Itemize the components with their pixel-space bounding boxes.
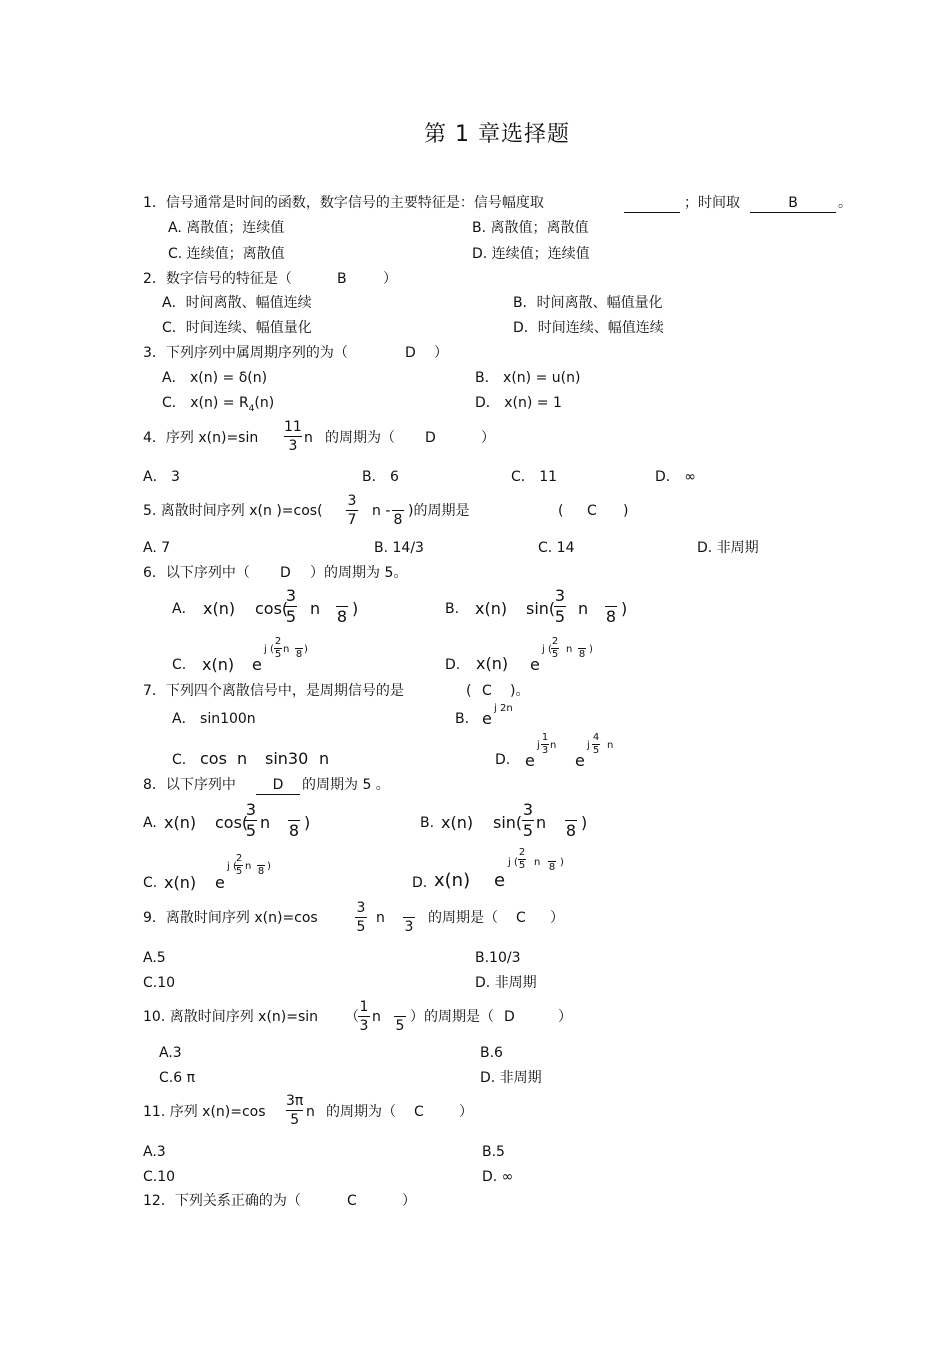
q6-option-b-frac2 bbox=[605, 588, 617, 625]
q6-d-sup-den2: 8 bbox=[578, 649, 586, 660]
q12-close: ） bbox=[402, 1193, 416, 1209]
q8-option-d-sup-n: n bbox=[534, 857, 541, 868]
q10-option-c: C.6 π bbox=[159, 1070, 196, 1086]
q3-option-c-tail: (n) bbox=[254, 395, 275, 411]
q10-close: ） bbox=[558, 1009, 572, 1025]
q5-close: ) bbox=[623, 503, 629, 519]
q2-option-d: D．时间连续、幅值连续 bbox=[513, 320, 664, 336]
q5-den: 7 bbox=[347, 512, 357, 528]
q2-answer: B bbox=[337, 271, 347, 287]
q6-b-num: 3 bbox=[554, 586, 566, 605]
q5-option-a: A. 7 bbox=[143, 540, 171, 556]
q8-d-sup-den2: 8 bbox=[548, 862, 556, 873]
q10-tail: ）的周期是（ bbox=[410, 1009, 494, 1025]
q7-option-b-sup: j 2n bbox=[494, 703, 513, 714]
q7-option-c-n1: n bbox=[237, 749, 248, 768]
q6-b-den: 5 bbox=[554, 607, 566, 626]
q8-option-c-sup-frac2 bbox=[257, 854, 265, 877]
q7-d-sup1-den: 3 bbox=[541, 745, 549, 756]
q4-option-b: B． 6 bbox=[362, 469, 399, 485]
q6-option-b-fn: sin( bbox=[526, 599, 556, 618]
q8-option-c-sup-close: ) bbox=[267, 861, 271, 872]
q6-option-d-expr: x(n) bbox=[476, 654, 509, 673]
q8-blank bbox=[256, 778, 300, 795]
q6-option-c-expr: x(n) bbox=[202, 655, 235, 674]
q3-option-b: B． x(n) = u(n) bbox=[475, 370, 581, 386]
q4-num: 11 bbox=[284, 419, 302, 435]
q6-option-d-sup-j: j ( bbox=[542, 644, 552, 655]
q11-n: n bbox=[306, 1104, 315, 1120]
q1-option-d: D. 连续值；连续值 bbox=[472, 246, 590, 262]
q8-option-d-sup-frac bbox=[518, 848, 526, 871]
q5-den2: 8 bbox=[393, 512, 403, 528]
q9-option-d: D. 非周期 bbox=[475, 975, 537, 991]
q6-d-sup-den: 5 bbox=[551, 649, 559, 660]
q4-den: 3 bbox=[288, 438, 298, 454]
q6-option-b-label: B. bbox=[445, 601, 460, 617]
q10-option-a: A.3 bbox=[159, 1045, 182, 1061]
q7-option-d-sup1-j: j bbox=[537, 740, 540, 751]
q7-option-a: A． sin100n bbox=[172, 711, 256, 727]
q8-option-c-e: e bbox=[215, 873, 225, 892]
q9-option-a: A.5 bbox=[143, 950, 166, 966]
q6-option-d-e: e bbox=[530, 655, 540, 674]
q10-option-b: B.6 bbox=[480, 1045, 503, 1061]
q6-b-den2: 8 bbox=[605, 607, 617, 626]
q11-option-a: A.3 bbox=[143, 1144, 166, 1160]
q1-stem: 1．信号通常是时间的函数，数字信号的主要特征是：信号幅度取 bbox=[143, 195, 544, 211]
q6-a-num: 3 bbox=[285, 586, 297, 605]
q8-option-c-label: C. bbox=[143, 875, 158, 891]
q6-option-c-e: e bbox=[252, 655, 262, 674]
q5-stem: 5. 离散时间序列 x(n )=cos( bbox=[143, 503, 323, 519]
q8-b-den: 5 bbox=[522, 821, 534, 840]
q7-option-c-sin: sin30 bbox=[265, 749, 309, 768]
q10-option-d: D. 非周期 bbox=[480, 1070, 542, 1086]
q6-stem: 6．以下序列中（ bbox=[143, 565, 250, 581]
q10-open: （ bbox=[345, 1009, 359, 1025]
q5-open: ( bbox=[558, 503, 564, 519]
page-title: 第 1 章选择题 bbox=[424, 122, 570, 147]
q9-n: n bbox=[376, 910, 385, 926]
q8-option-d-expr: x(n) bbox=[434, 870, 471, 891]
q7-option-d-sup2-j: j bbox=[587, 740, 590, 751]
q8-tail: 的周期为 5 。 bbox=[302, 777, 390, 793]
q4-close: ） bbox=[481, 430, 495, 446]
q8-c-sup-den: 5 bbox=[235, 866, 243, 877]
q10-fraction bbox=[358, 1000, 370, 1033]
q1-mid: ；时间取 bbox=[684, 195, 740, 211]
q4-option-a: A． 3 bbox=[143, 469, 180, 485]
q3-close: ） bbox=[434, 345, 448, 361]
q3-option-c-sub: 4 bbox=[248, 403, 255, 414]
q7-option-d-sup2-frac bbox=[592, 733, 600, 756]
q4-option-d: D． ∞ bbox=[655, 469, 696, 485]
q7-option-c-cos: cos bbox=[200, 749, 227, 768]
q9-option-b: B.10/3 bbox=[475, 950, 521, 966]
q3-option-c bbox=[162, 396, 274, 414]
q1-option-c: C. 连续值；离散值 bbox=[168, 246, 285, 262]
q6-a-den: 5 bbox=[285, 607, 297, 626]
q8-option-b-frac bbox=[522, 802, 534, 839]
q8-option-d-e: e bbox=[494, 870, 506, 891]
q7-option-b-label: B. bbox=[455, 711, 470, 727]
q7-d-sup2-den: 5 bbox=[592, 745, 600, 756]
q11-option-c: C.10 bbox=[143, 1169, 176, 1185]
q6-option-c-label: C. bbox=[172, 657, 187, 673]
q8-c-sup-den2: 8 bbox=[257, 866, 265, 877]
q8-option-a-expr: x(n) bbox=[164, 813, 197, 832]
q8-option-d-sup-j: j ( bbox=[508, 857, 518, 868]
q3-option-d: D． x(n) = 1 bbox=[475, 395, 562, 411]
q6-option-a-fn: cos( bbox=[255, 599, 289, 618]
q8-stem: 8．以下序列中 bbox=[143, 777, 236, 793]
q5-fraction bbox=[346, 494, 358, 527]
q9-fraction-2 bbox=[403, 901, 415, 934]
q8-option-a-fn: cos( bbox=[215, 813, 249, 832]
q7-option-d-sup1-frac bbox=[541, 733, 549, 756]
q7-option-b-e: e bbox=[482, 709, 492, 728]
q7-option-d-label: D. bbox=[495, 752, 511, 768]
q1-blank-1 bbox=[624, 196, 680, 213]
q7-close: )。 bbox=[510, 683, 530, 699]
q6-option-d-sup-close: ) bbox=[589, 644, 593, 655]
q10-stem: 10. 离散时间序列 x(n)=sin bbox=[143, 1009, 319, 1025]
q11-fraction bbox=[286, 1094, 303, 1127]
q8-option-b-frac2 bbox=[565, 802, 577, 839]
q6-option-a-frac2 bbox=[336, 588, 348, 625]
q8-option-a-label: A. bbox=[143, 815, 157, 831]
q6-option-d-sup-frac2 bbox=[578, 637, 586, 660]
q9-fraction bbox=[355, 901, 367, 934]
q8-option-a-close: ) bbox=[304, 813, 311, 832]
q10-den: 3 bbox=[359, 1018, 369, 1034]
q8-a-den2: 8 bbox=[288, 821, 300, 840]
q8-option-a-frac2 bbox=[288, 802, 300, 839]
q8-b-den2: 8 bbox=[565, 821, 577, 840]
q8-d-sup-den: 5 bbox=[518, 860, 526, 871]
q3-option-a: A． x(n) = δ(n) bbox=[162, 370, 268, 386]
q6-option-a-close: ) bbox=[352, 599, 359, 618]
q8-b-num: 3 bbox=[522, 800, 534, 819]
q6-option-c-sup-close: ) bbox=[304, 644, 308, 655]
q9-stem: 9．离散时间序列 x(n)=cos bbox=[143, 910, 318, 926]
q3-stem: 3．下列序列中属周期序列的为（ bbox=[143, 345, 348, 361]
q5-tail: )的周期是 bbox=[408, 503, 470, 519]
q4-stem: 4．序列 x(n)=sin bbox=[143, 430, 259, 446]
q8-option-b-expr: x(n) bbox=[441, 813, 474, 832]
q6-option-d-sup-frac bbox=[551, 637, 559, 660]
q7-open: ( bbox=[466, 683, 472, 699]
q8-option-d-sup-close: ) bbox=[560, 857, 564, 868]
q6-option-c-sup-n: n bbox=[283, 644, 290, 655]
q8-answer: D bbox=[272, 777, 284, 793]
q6-d-sup-num: 2 bbox=[551, 636, 559, 647]
q5-num: 3 bbox=[347, 493, 357, 509]
q5-option-b: B. 14/3 bbox=[374, 540, 424, 556]
q2-stem: 2．数字信号的特征是（ bbox=[143, 271, 292, 287]
q6-option-a-n: n bbox=[310, 599, 321, 618]
q11-answer: C bbox=[414, 1104, 424, 1120]
q10-n: n bbox=[372, 1009, 381, 1025]
q5-mid: n - bbox=[372, 503, 391, 519]
q4-fraction bbox=[284, 420, 302, 453]
q6-c-sup-num: 2 bbox=[274, 636, 282, 647]
q7-option-d-e1: e bbox=[525, 751, 535, 770]
q8-option-b-n: n bbox=[536, 813, 547, 832]
q8-option-c-sup-frac bbox=[235, 854, 243, 877]
q8-d-sup-num: 2 bbox=[518, 847, 526, 858]
q11-stem: 11. 序列 x(n)=cos bbox=[143, 1104, 266, 1120]
q9-den: 5 bbox=[356, 919, 366, 935]
q8-c-sup-num: 2 bbox=[235, 853, 243, 864]
q10-fraction-2 bbox=[394, 1000, 406, 1033]
q6-option-d-sup-n: n bbox=[566, 644, 573, 655]
q9-close: ） bbox=[550, 910, 564, 926]
q4-answer: D bbox=[425, 430, 436, 446]
q8-option-a-frac bbox=[245, 802, 257, 839]
q6-tail: ）的周期为 5。 bbox=[310, 565, 408, 581]
q4-tail: 的周期为（ bbox=[325, 430, 395, 446]
q6-option-d-label: D. bbox=[445, 657, 461, 673]
q11-num: 3π bbox=[286, 1093, 304, 1109]
q11-den: 5 bbox=[290, 1112, 300, 1128]
q6-option-b-frac bbox=[554, 588, 566, 625]
q9-num: 3 bbox=[356, 900, 366, 916]
q7-option-d-e2: e bbox=[575, 751, 585, 770]
q6-answer: D bbox=[280, 565, 291, 581]
q8-option-d-label: D. bbox=[412, 875, 428, 891]
q12-answer: C bbox=[347, 1193, 357, 1209]
q10-num: 1 bbox=[359, 999, 369, 1015]
q2-option-c: C．时间连续、幅值量化 bbox=[162, 320, 312, 336]
q7-answer: C bbox=[482, 683, 492, 699]
q1-answer: B bbox=[788, 195, 798, 211]
q8-option-d-sup-frac2 bbox=[548, 850, 556, 873]
q2-close: ） bbox=[383, 271, 397, 287]
q4-option-c: C． 11 bbox=[511, 469, 558, 485]
q7-d-sup1-num: 1 bbox=[541, 732, 549, 743]
q9-den2: 3 bbox=[404, 919, 414, 935]
q5-option-c: C. 14 bbox=[538, 540, 575, 556]
q7-option-c-label: C. bbox=[172, 752, 187, 768]
q8-option-c-expr: x(n) bbox=[164, 873, 197, 892]
q9-tail: 的周期是（ bbox=[428, 910, 498, 926]
q9-answer: C bbox=[516, 910, 526, 926]
q2-option-a: A．时间离散、幅值连续 bbox=[162, 295, 312, 311]
q7-option-c-n2: n bbox=[319, 749, 330, 768]
q6-option-b-close: ) bbox=[621, 599, 628, 618]
q8-option-b-label: B. bbox=[420, 815, 435, 831]
q8-a-den: 5 bbox=[245, 821, 257, 840]
q6-option-c-sup-frac bbox=[274, 637, 282, 660]
q6-option-a-frac bbox=[285, 588, 297, 625]
q7-option-d-sup2-n: n bbox=[607, 740, 614, 751]
q1-end: 。 bbox=[838, 195, 852, 211]
q3-answer: D bbox=[405, 345, 416, 361]
q7-stem: 7．下列四个离散信号中，是周期信号的是 bbox=[143, 683, 404, 699]
q6-option-b-n: n bbox=[578, 599, 589, 618]
q1-option-a: A. 离散值；连续值 bbox=[168, 220, 285, 236]
q5-option-d: D. 非周期 bbox=[697, 540, 759, 556]
q6-c-sup-den: 5 bbox=[274, 649, 282, 660]
q5-fraction-2 bbox=[392, 494, 404, 527]
q4-var: n bbox=[304, 430, 313, 446]
q6-a-den2: 8 bbox=[336, 607, 348, 626]
q6-option-b-expr: x(n) bbox=[475, 599, 508, 618]
q8-option-b-fn: sin( bbox=[493, 813, 523, 832]
q8-option-a-n: n bbox=[260, 813, 271, 832]
q8-option-c-sup-n: n bbox=[245, 861, 252, 872]
q5-answer: C bbox=[587, 503, 597, 519]
q12-stem: 12．下列关系正确的为（ bbox=[143, 1193, 301, 1209]
q10-answer: D bbox=[504, 1009, 515, 1025]
q9-option-c: C.10 bbox=[143, 975, 176, 991]
q6-option-a-label: A． bbox=[172, 601, 196, 617]
q8-option-c-sup-j: j ( bbox=[227, 861, 237, 872]
q6-option-c-sup-frac2 bbox=[295, 637, 303, 660]
q11-tail: 的周期为（ bbox=[326, 1104, 396, 1120]
q8-a-num: 3 bbox=[245, 800, 257, 819]
q1-option-b: B. 离散值；离散值 bbox=[472, 220, 589, 236]
q11-option-d: D. ∞ bbox=[482, 1169, 514, 1185]
q11-close: ） bbox=[459, 1104, 473, 1120]
q7-d-sup2-num: 4 bbox=[592, 732, 600, 743]
q6-option-c-sup-j: j ( bbox=[264, 644, 274, 655]
q10-den2: 5 bbox=[395, 1018, 405, 1034]
q6-c-sup-den2: 8 bbox=[295, 649, 303, 660]
q3-option-c-text: C． x(n) = R bbox=[162, 395, 249, 411]
q6-option-a-expr: x(n) bbox=[203, 599, 236, 618]
q1-blank-2 bbox=[750, 196, 836, 213]
q8-option-b-close: ) bbox=[581, 813, 588, 832]
q11-option-b: B.5 bbox=[482, 1144, 505, 1160]
q7-option-d-sup1-n: n bbox=[550, 740, 557, 751]
q2-option-b: B．时间离散、幅值量化 bbox=[513, 295, 663, 311]
